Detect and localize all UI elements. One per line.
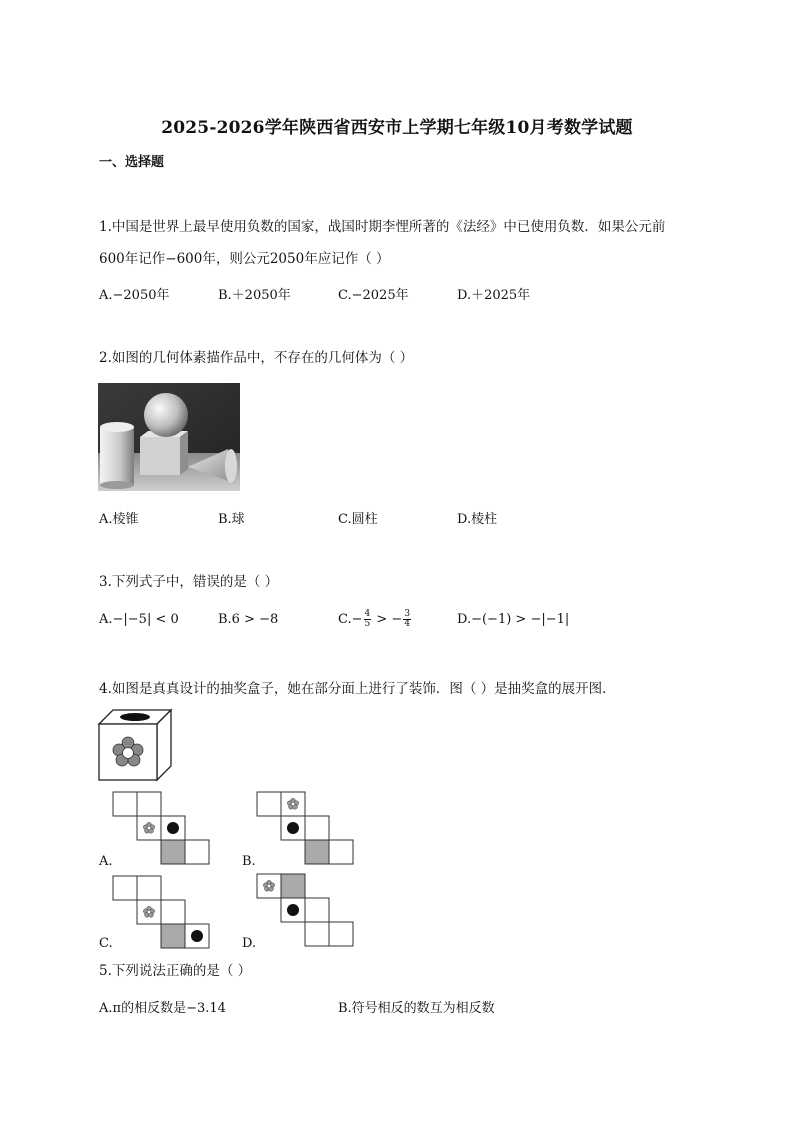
q3-stem: 3.下列式子中，错误的是（ ） (99, 574, 279, 590)
q4-stem: 4.如图是真真设计的抽奖盒子，她在部分面上进行了装饰．图（ ）是抽奖盒的展开图． (99, 681, 616, 697)
q3-frac1-denominator: 5 (364, 618, 371, 629)
net-c-label: C. (99, 936, 113, 951)
q3-option-c-fraction-1 (364, 610, 372, 629)
net-a-figure (112, 791, 214, 867)
q3-option-b: B.6 > −8 (218, 612, 279, 627)
q3-option-c-middle: > − (372, 611, 403, 627)
net-a-label: A. (99, 854, 113, 869)
q1-option-a: A.−2050年 (99, 288, 170, 303)
q2-option-c: C.圆柱 (338, 512, 378, 527)
q1-stem-line2: 600年记作−600年，则公元2050年应记作（ ） (99, 251, 390, 267)
q5-option-a: A.π的相反数是−3.14 (99, 1001, 226, 1016)
lottery-box-figure (97, 708, 173, 782)
hole-icon (167, 822, 179, 834)
q1-option-c: C.−2025年 (338, 288, 409, 303)
q2-stem: 2.如图的几何体素描作品中，不存在的几何体为（ ） (99, 350, 414, 366)
net-b-figure (256, 791, 358, 867)
net-c-figure (112, 875, 214, 951)
hole-icon (191, 930, 203, 942)
q3-option-c-fraction-2 (403, 610, 411, 629)
geometry-sketch-image (98, 383, 240, 491)
q2-option-b: B.球 (218, 512, 245, 527)
net-d-label: D. (242, 936, 257, 951)
q2-option-d: D.棱柱 (457, 512, 498, 527)
q2-option-a: A.棱锥 (99, 512, 139, 527)
page-title: 2025-2026学年陕西省西安市上学期七年级10月考数学试题 (161, 118, 633, 138)
q3-option-a: A.−|−5| < 0 (99, 612, 179, 627)
q1-stem-line1: 1.中国是世界上最早使用负数的国家，战国时期李悝所著的《法经》中已使用负数．如果公元前 (99, 219, 666, 235)
net-b-label: B. (242, 854, 256, 869)
net-d-figure (256, 873, 358, 949)
q1-option-b: B.＋2050年 (218, 288, 291, 303)
q3-frac2-denominator: 4 (404, 618, 411, 629)
q3-frac1-numerator: 4 (364, 608, 371, 619)
hole-icon (287, 904, 299, 916)
q5-option-b: B.符号相反的数互为相反数 (338, 1001, 495, 1016)
q3-option-c (338, 604, 412, 634)
q3-option-c-prefix: C.− (338, 611, 363, 627)
q3-frac2-numerator: 3 (404, 608, 411, 619)
q3-option-d: D.−(−1) > −|−1| (457, 612, 570, 627)
q5-stem: 5.下列说法正确的是（ ） (99, 963, 252, 979)
section-heading: 一、选择题 (99, 155, 165, 170)
q1-option-d: D.＋2025年 (457, 288, 531, 303)
hole-icon (287, 822, 299, 834)
